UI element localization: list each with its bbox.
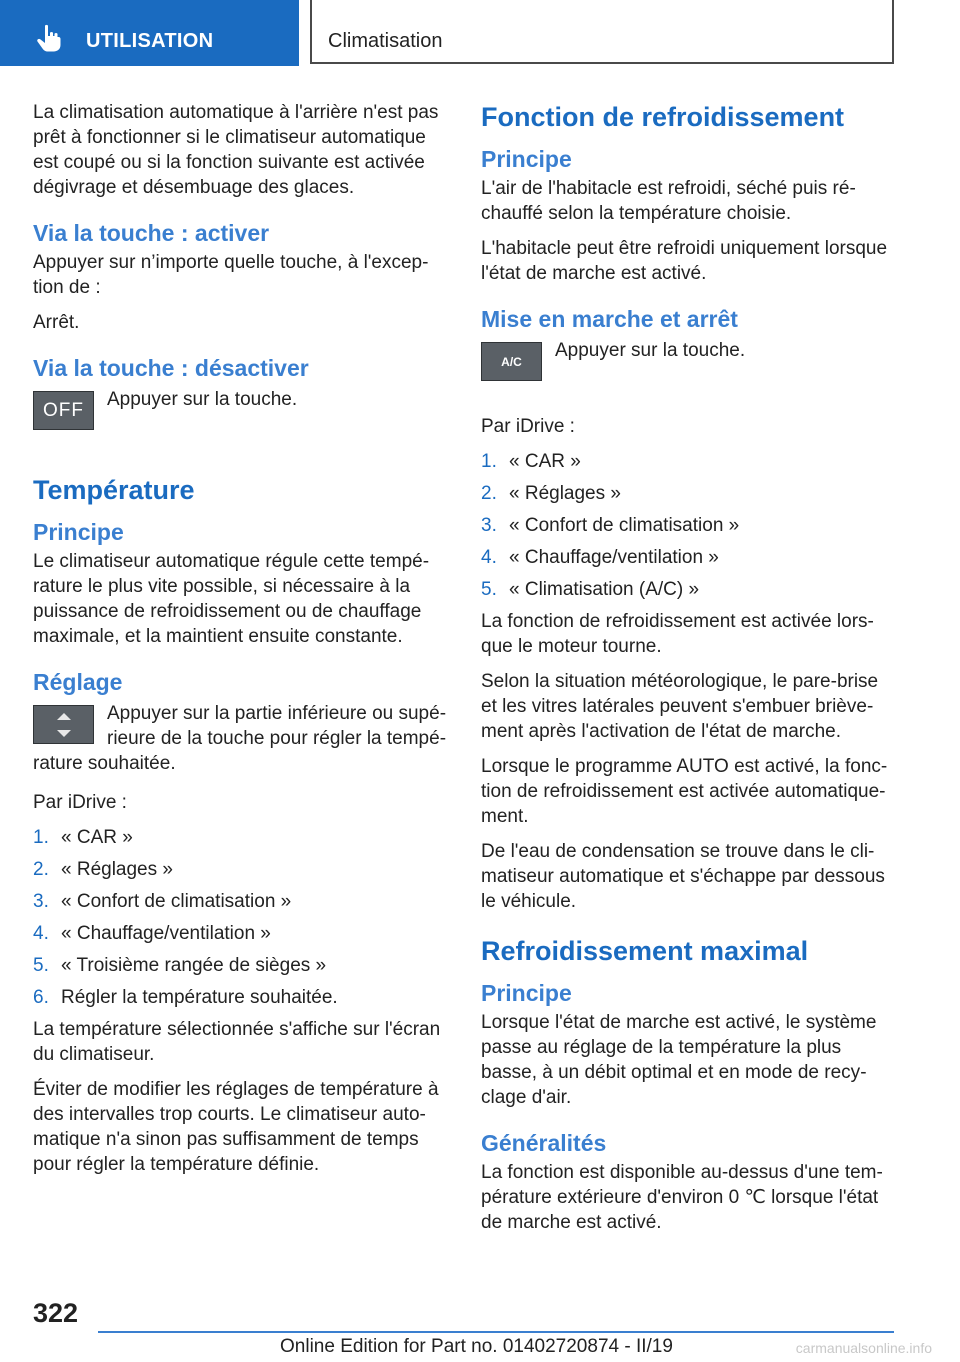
list-item: 2. « Réglages » [481, 483, 621, 504]
deactivate-text: Appuyer sur la touche. [107, 389, 298, 410]
activate-heading: Via la touche : activer [33, 220, 270, 246]
hand-touch-icon [36, 24, 62, 52]
left-column [33, 100, 447, 1187]
deactivate-heading: Via la touche : désactiver [33, 355, 309, 381]
off-key-row [33, 387, 447, 453]
list-item: 4. « Chauffage/ventilation » [481, 547, 719, 568]
left-steps-list [33, 825, 447, 1010]
ac-key-image [481, 342, 542, 381]
temperature-heading: Température [33, 475, 195, 505]
right-column [481, 100, 895, 1245]
cooling-para-3: Lorsque le programme AUTO est activé, la fonction de refroidissement est activée automatiquement. [481, 756, 888, 827]
page-number: 322 [33, 1298, 79, 1328]
up-down-arrows-icon [54, 710, 74, 740]
right-steps-list [481, 449, 895, 602]
chapter-title: Climatisation [328, 30, 443, 52]
cooling-para-4: De l'eau de condensation se trouve dans le climatiseur automatique et s'échappe par dessous le véhicule. [481, 841, 885, 912]
onoff-text: Appuyer sur la touche. [555, 340, 746, 361]
watermark: carmanualsonline.info [795, 1340, 932, 1356]
activate-exception: Arrêt. [33, 312, 80, 333]
avoid-text: Éviter de modifier les réglages de température à des intervalles trop courts. Le climatiseur automatique n'a sinon pas suffisamment de temps pour régler la température définie. [33, 1079, 439, 1175]
cooling-heading: Fonction de refroidissement [481, 102, 845, 132]
setting-text-wrap [33, 701, 447, 776]
setting-text: Appuyer sur la partie inférieure ou supérieure de la touche pour régler la température souhaitée. [33, 703, 447, 774]
ac-key-row [481, 338, 895, 404]
off-key-image [33, 391, 94, 430]
activate-text: Appuyer sur n’importe quelle touche, à l'exception de : [33, 252, 429, 298]
temperature-principle-text: Le climatiseur automatique régule cette température le plus vite possible, si nécessaire à la puissance de refroidissement ou de chauffage maximale, et la maintient ensuite constante. [33, 551, 430, 647]
ac-key-label: A/C [501, 354, 522, 369]
general-text: La fonction est disponible au-dessus d'une température extérieure d'environ 0 ℃ lorsque l'état de marche est activé. [481, 1162, 883, 1233]
idrive-label: Par iDrive : [481, 416, 575, 437]
footer-divider [98, 1331, 894, 1333]
max-principle-heading: Principe [481, 980, 572, 1006]
onoff-heading: Mise en marche et arrêt [481, 306, 738, 332]
section-label: UTILISATION [86, 30, 214, 52]
list-item: 5. « Troisième rangée de sièges » [33, 955, 327, 976]
list-item: 4. « Chauffage/ventilation » [33, 923, 271, 944]
idrive-label: Par iDrive : [33, 792, 127, 813]
list-item: 2. « Réglages » [33, 859, 173, 880]
display-text: La température sélectionnée s'affiche sur l'écran du climatiseur. [33, 1019, 441, 1065]
general-heading: Généralités [481, 1130, 607, 1156]
setting-heading: Réglage [33, 669, 123, 695]
temperature-principle-heading: Principe [33, 519, 124, 545]
cooling-principle-heading: Principe [481, 146, 572, 172]
temperature-rocker-key-image [33, 705, 94, 744]
off-key-label: OFF [43, 399, 84, 421]
cooling-principle-text-2: L'habitacle peut être refroidi uniquement lorsque l'état de marche est activé. [481, 238, 888, 284]
edition-note: Online Edition for Part no. 01402720874 - II/19 [280, 1336, 673, 1357]
intro-paragraph: La climatisation automatique à l'arrière n'est pas prêt à fonctionner si le climatiseur automatique est coupé ou si la fonction suivante est activée dégivrage et désembuage des glaces. [33, 102, 439, 198]
list-item: 6. Régler la température souhaitée. [33, 987, 338, 1008]
section-tab [0, 0, 299, 66]
list-item: 1. « CAR » [33, 827, 133, 848]
cooling-principle-text-1: L'air de l'habitacle est refroidi, séché puis réchauffé selon la température choisie. [481, 178, 856, 224]
list-item: 5. « Climatisation (A/C) » [481, 579, 700, 600]
list-item: 3. « Confort de climatisation » [481, 515, 740, 536]
list-item: 1. « CAR » [481, 451, 581, 472]
max-principle-text: Lorsque l'état de marche est activé, le système passe au réglage de la température la plus basse, à un débit optimal et en mode de recyclage d'air. [481, 1012, 877, 1108]
max-cooling-heading: Refroidissement maximal [481, 936, 809, 966]
cooling-para-1: La fonction de refroidissement est activée lorsque le moteur tourne. [481, 611, 874, 657]
temperature-key-row [33, 701, 447, 776]
chapter-header [310, 0, 894, 64]
cooling-para-2: Selon la situation météorologique, le pare-brise et les vitres latérales peuvent s'embuer brièvement après l'activation de l'état de marche. [481, 671, 879, 742]
list-item: 3. « Confort de climatisation » [33, 891, 292, 912]
